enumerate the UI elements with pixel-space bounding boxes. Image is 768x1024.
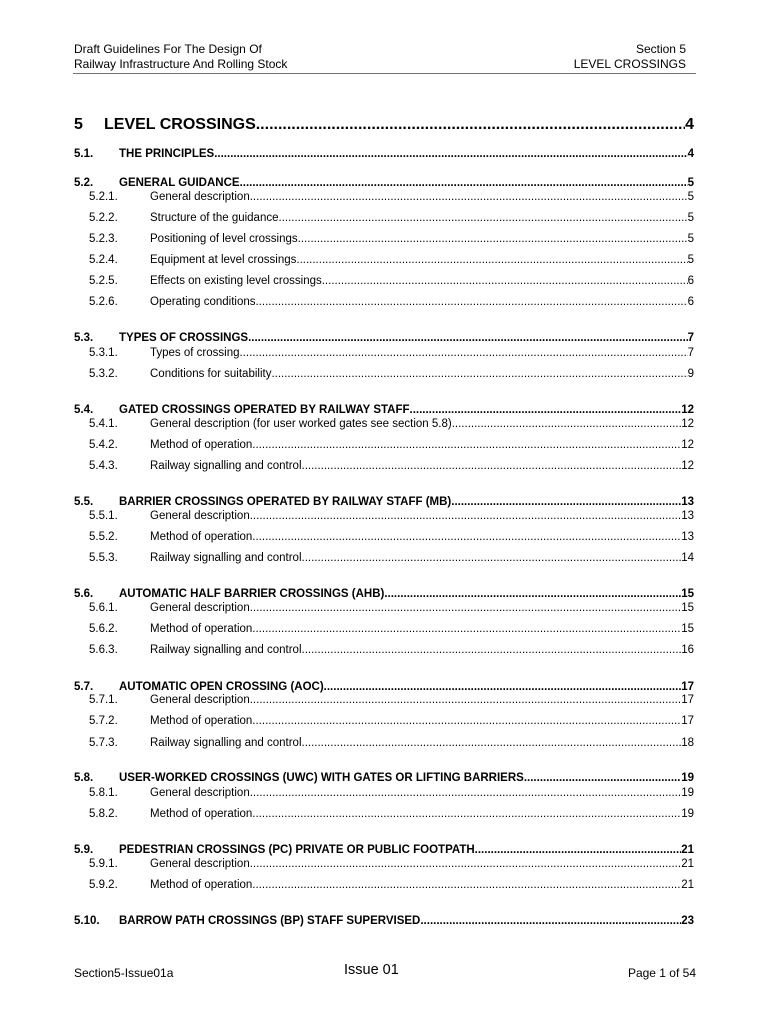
toc-subsection[interactable] (74, 808, 694, 820)
toc-subsection-page: 16 (681, 644, 694, 656)
toc-subsection-page: 6 (687, 296, 694, 308)
toc-subsection-number: 5.9.2. (89, 879, 118, 891)
toc-subsection[interactable] (74, 418, 694, 430)
toc-subsection-page: 17 (681, 715, 694, 727)
toc-section-page: 23 (681, 915, 694, 927)
toc-subsection[interactable] (74, 439, 694, 451)
toc-subsection-title: General description (150, 510, 250, 522)
toc-section-page: 5 (687, 177, 694, 189)
toc-subsection-page: 5 (687, 212, 694, 224)
toc-subsection-title: General description (150, 602, 250, 614)
toc-chapter-number: 5 (74, 116, 83, 133)
toc-subsection-page: 5 (687, 191, 694, 203)
toc-subsection-title: Railway signalling and control (150, 460, 302, 472)
toc-section-page: 4 (687, 148, 694, 160)
toc-subsection[interactable] (74, 254, 694, 266)
toc-section[interactable] (74, 496, 694, 508)
toc-subsection[interactable] (74, 552, 694, 564)
toc-subsection[interactable] (74, 858, 694, 870)
header-doc-title: Draft Guidelines For The Design Of (74, 42, 262, 56)
toc-section-page: 17 (681, 681, 694, 693)
toc-subsection-leader (252, 439, 681, 451)
toc-subsection-page: 5 (687, 233, 694, 245)
toc-subsection-title: Equipment at level crossings (150, 254, 297, 266)
toc-section-leader (214, 148, 687, 160)
toc-section-title: BARRIER CROSSINGS OPERATED BY RAILWAY STAFF (MB) (119, 496, 452, 508)
toc-subsection-page: 6 (687, 275, 694, 287)
toc-subsection-page: 14 (681, 552, 694, 564)
toc-subsection-leader (252, 808, 681, 820)
toc-subsection-number: 5.5.2. (89, 531, 118, 543)
toc-section-page: 21 (681, 844, 694, 856)
toc-subsection-title: Method of operation (150, 715, 253, 727)
toc-subsection-leader (296, 254, 687, 266)
toc-section-page: 12 (681, 404, 694, 416)
toc-section-leader (420, 915, 681, 927)
toc-section-title: USER-WORKED CROSSINGS (UWC) WITH GATES OR LIFTING BARRIERS (119, 772, 524, 784)
toc-section-number: 5.4. (74, 404, 94, 416)
toc-subsection-number: 5.4.2. (89, 439, 118, 451)
toc-section[interactable] (74, 681, 694, 693)
toc-subsection-title: Positioning of level crossings (150, 233, 298, 245)
toc-section-leader (410, 404, 682, 416)
toc-subsection-title: General description (150, 191, 250, 203)
toc-subsection[interactable] (74, 531, 694, 543)
toc-subsection-number: 5.2.2. (89, 212, 118, 224)
toc-subsection-leader (302, 552, 682, 564)
footer-issue: Issue 01 (344, 962, 399, 978)
page-header (74, 42, 686, 72)
toc-subsection-number: 5.2.5. (89, 275, 118, 287)
toc-subsection-title: General description (150, 858, 250, 870)
toc-subsection[interactable] (74, 602, 694, 614)
toc-subsection-page: 15 (681, 602, 694, 614)
toc-subsection-title: Railway signalling and control (150, 552, 302, 564)
toc-subsection-title: General description (150, 787, 250, 799)
toc-section-number: 5.1. (74, 148, 94, 160)
toc-subsection-title: Method of operation (150, 623, 253, 635)
toc-subsection-number: 5.4.1. (89, 418, 118, 430)
toc-subsection-number: 5.6.1. (89, 602, 118, 614)
toc-subsection[interactable] (74, 347, 694, 359)
toc-subsection-title: Method of operation (150, 439, 253, 451)
toc-subsection-number: 5.5.1. (89, 510, 118, 522)
toc-subsection-page: 18 (681, 737, 694, 749)
footer-page-number: Page 1 of 54 (627, 966, 696, 980)
toc-subsection-number: 5.7.3. (89, 737, 118, 749)
toc-section[interactable] (74, 404, 694, 416)
toc-subsection-leader (322, 275, 688, 287)
header-divider (73, 73, 696, 74)
toc-subsection-page: 21 (681, 879, 694, 891)
toc-subsection[interactable] (74, 787, 694, 799)
toc-section[interactable] (74, 148, 694, 160)
toc-subsection-number: 5.7.2. (89, 715, 118, 727)
header-left (74, 42, 287, 72)
toc-section-title: GATED CROSSINGS OPERATED BY RAILWAY STAFF (119, 404, 410, 416)
toc-section-number: 5.8. (74, 772, 94, 784)
toc-subsection-title: Operating conditions (150, 296, 256, 308)
toc-subsection-page: 19 (681, 808, 694, 820)
toc-subsection-title: Types of crossing (150, 347, 240, 359)
toc-section-page: 7 (687, 332, 694, 344)
toc-subsection-leader (250, 858, 681, 870)
toc-subsection-number: 5.4.3. (89, 460, 118, 472)
toc-section[interactable] (74, 177, 694, 189)
toc-subsection[interactable] (74, 694, 694, 706)
toc-section-leader (324, 681, 682, 693)
toc-section[interactable] (74, 915, 694, 927)
toc-subsection-page: 9 (687, 368, 694, 380)
toc-subsection-page: 12 (681, 439, 694, 451)
toc-section-page: 13 (681, 496, 694, 508)
toc-section[interactable] (74, 588, 694, 600)
toc-section-number: 5.9. (74, 844, 94, 856)
toc-subsection[interactable] (74, 510, 694, 522)
header-section-number: Section 5 (635, 42, 686, 56)
toc-subsection-leader (298, 233, 688, 245)
toc-subsection[interactable] (74, 644, 694, 656)
toc-subsection-leader (302, 737, 682, 749)
toc-subsection-leader (250, 191, 688, 203)
toc-subsection[interactable] (74, 212, 694, 224)
toc-subsection-leader (302, 644, 682, 656)
toc-section-leader (524, 772, 681, 784)
toc-subsection-leader (302, 460, 682, 472)
toc-chapter-leader (256, 116, 685, 134)
toc-chapter-title: LEVEL CROSSINGS (104, 116, 256, 133)
toc-subsection-leader (279, 212, 688, 224)
toc-subsection[interactable] (74, 368, 694, 380)
toc-section-leader (240, 177, 688, 189)
toc-subsection-leader (250, 602, 681, 614)
header-section-title: LEVEL CROSSINGS (573, 57, 686, 71)
toc-subsection-title: Structure of the guidance (150, 212, 279, 224)
toc-subsection[interactable] (74, 623, 694, 635)
toc-subsection-number: 5.3.1. (89, 347, 118, 359)
toc-subsection[interactable] (74, 460, 694, 472)
toc-section-leader (384, 588, 681, 600)
toc-section-page: 15 (681, 588, 694, 600)
toc-subsection-leader (250, 510, 681, 522)
toc-section-number: 5.2. (74, 177, 94, 189)
toc-subsection[interactable] (74, 296, 694, 308)
toc-subsection-title: Conditions for suitability (150, 368, 272, 380)
toc-subsection-leader (452, 418, 681, 430)
toc-subsection-number: 5.2.1. (89, 191, 118, 203)
toc-subsection-leader (252, 623, 681, 635)
toc-subsection-page: 15 (681, 623, 694, 635)
toc-subsection[interactable] (74, 191, 694, 203)
toc-section-leader (248, 332, 688, 344)
toc-subsection-number: 5.3.2. (89, 368, 118, 380)
toc-section-number: 5.5. (74, 496, 94, 508)
toc-subsection-number: 5.6.3. (89, 644, 118, 656)
header-doc-subtitle: Railway Infrastructure And Rolling Stock (74, 57, 288, 71)
toc-subsection-number: 5.7.1. (89, 694, 118, 706)
page-footer (74, 962, 696, 982)
toc-subsection-number: 5.9.1. (89, 858, 118, 870)
toc-subsection-title: Railway signalling and control (150, 644, 302, 656)
toc-subsection-title: Method of operation (150, 808, 253, 820)
toc-section-leader (451, 496, 681, 508)
header-right (574, 42, 686, 72)
toc-subsection-page: 12 (681, 418, 694, 430)
toc-section-title: AUTOMATIC HALF BARRIER CROSSINGS (AHB) (119, 588, 385, 600)
toc-subsection-leader (252, 531, 681, 543)
toc-subsection-page: 12 (681, 460, 694, 472)
toc-subsection-number: 5.8.1. (89, 787, 118, 799)
toc-subsection-page: 7 (687, 347, 694, 359)
toc-subsection-page: 21 (681, 858, 694, 870)
toc-subsection-leader (250, 787, 681, 799)
toc-subsection-number: 5.6.2. (89, 623, 118, 635)
toc-section-title: TYPES OF CROSSINGS (119, 332, 249, 344)
toc-subsection[interactable] (74, 715, 694, 727)
toc-subsection[interactable] (74, 233, 694, 245)
toc-subsection-leader (271, 368, 687, 380)
toc-subsection-title: General description (for user worked gates see section 5.8) (150, 418, 452, 430)
toc-subsection-leader (252, 879, 681, 891)
toc-subsection-leader (255, 296, 687, 308)
toc-subsection-title: Effects on existing level crossings (150, 275, 322, 287)
toc-section-title: PEDESTRIAN CROSSINGS (PC) PRIVATE OR PUBLIC FOOTPATH (119, 844, 475, 856)
toc-subsection[interactable] (74, 737, 694, 749)
toc-section-title: THE PRINCIPLES (119, 148, 215, 160)
toc-subsection-title: Railway signalling and control (150, 737, 302, 749)
toc-section[interactable] (74, 772, 694, 784)
toc-subsection-page: 13 (681, 531, 694, 543)
toc-chapter-page: 4 (685, 116, 694, 133)
toc-section-number: 5.6. (74, 588, 94, 600)
toc-subsection-leader (252, 715, 681, 727)
toc-section-title: BARROW PATH CROSSINGS (BP) STAFF SUPERVISED (119, 915, 421, 927)
toc-subsection-title: Method of operation (150, 879, 253, 891)
toc-subsection-page: 19 (681, 787, 694, 799)
toc-subsection-page: 17 (681, 694, 694, 706)
toc-section[interactable] (74, 844, 694, 856)
footer-document-id: Section5-Issue01a (74, 966, 174, 980)
toc-subsection-number: 5.2.4. (89, 254, 118, 266)
toc-subsection[interactable] (74, 879, 694, 891)
toc-section-title: GENERAL GUIDANCE (119, 177, 240, 189)
toc-section-title: AUTOMATIC OPEN CROSSING (AOC) (119, 681, 324, 693)
toc-subsection-title: General description (150, 694, 250, 706)
toc-subsection-page: 5 (687, 254, 694, 266)
toc-subsection-number: 5.8.2. (89, 808, 118, 820)
toc-section-page: 19 (681, 772, 694, 784)
toc-section-number: 5.7. (74, 681, 94, 693)
toc-subsection[interactable] (74, 275, 694, 287)
toc-subsection-number: 5.2.3. (89, 233, 118, 245)
toc-section-leader (475, 844, 682, 856)
toc-subsection-title: Method of operation (150, 531, 253, 543)
toc-subsection-page: 13 (681, 510, 694, 522)
toc-subsection-number: 5.5.3. (89, 552, 118, 564)
toc-section-number: 5.3. (74, 332, 94, 344)
toc-subsection-leader (239, 347, 687, 359)
toc-section-number: 5.10. (74, 915, 100, 927)
toc-subsection-leader (250, 694, 681, 706)
toc-section[interactable] (74, 332, 694, 344)
toc-chapter[interactable] (74, 116, 694, 134)
toc-subsection-number: 5.2.6. (89, 296, 118, 308)
